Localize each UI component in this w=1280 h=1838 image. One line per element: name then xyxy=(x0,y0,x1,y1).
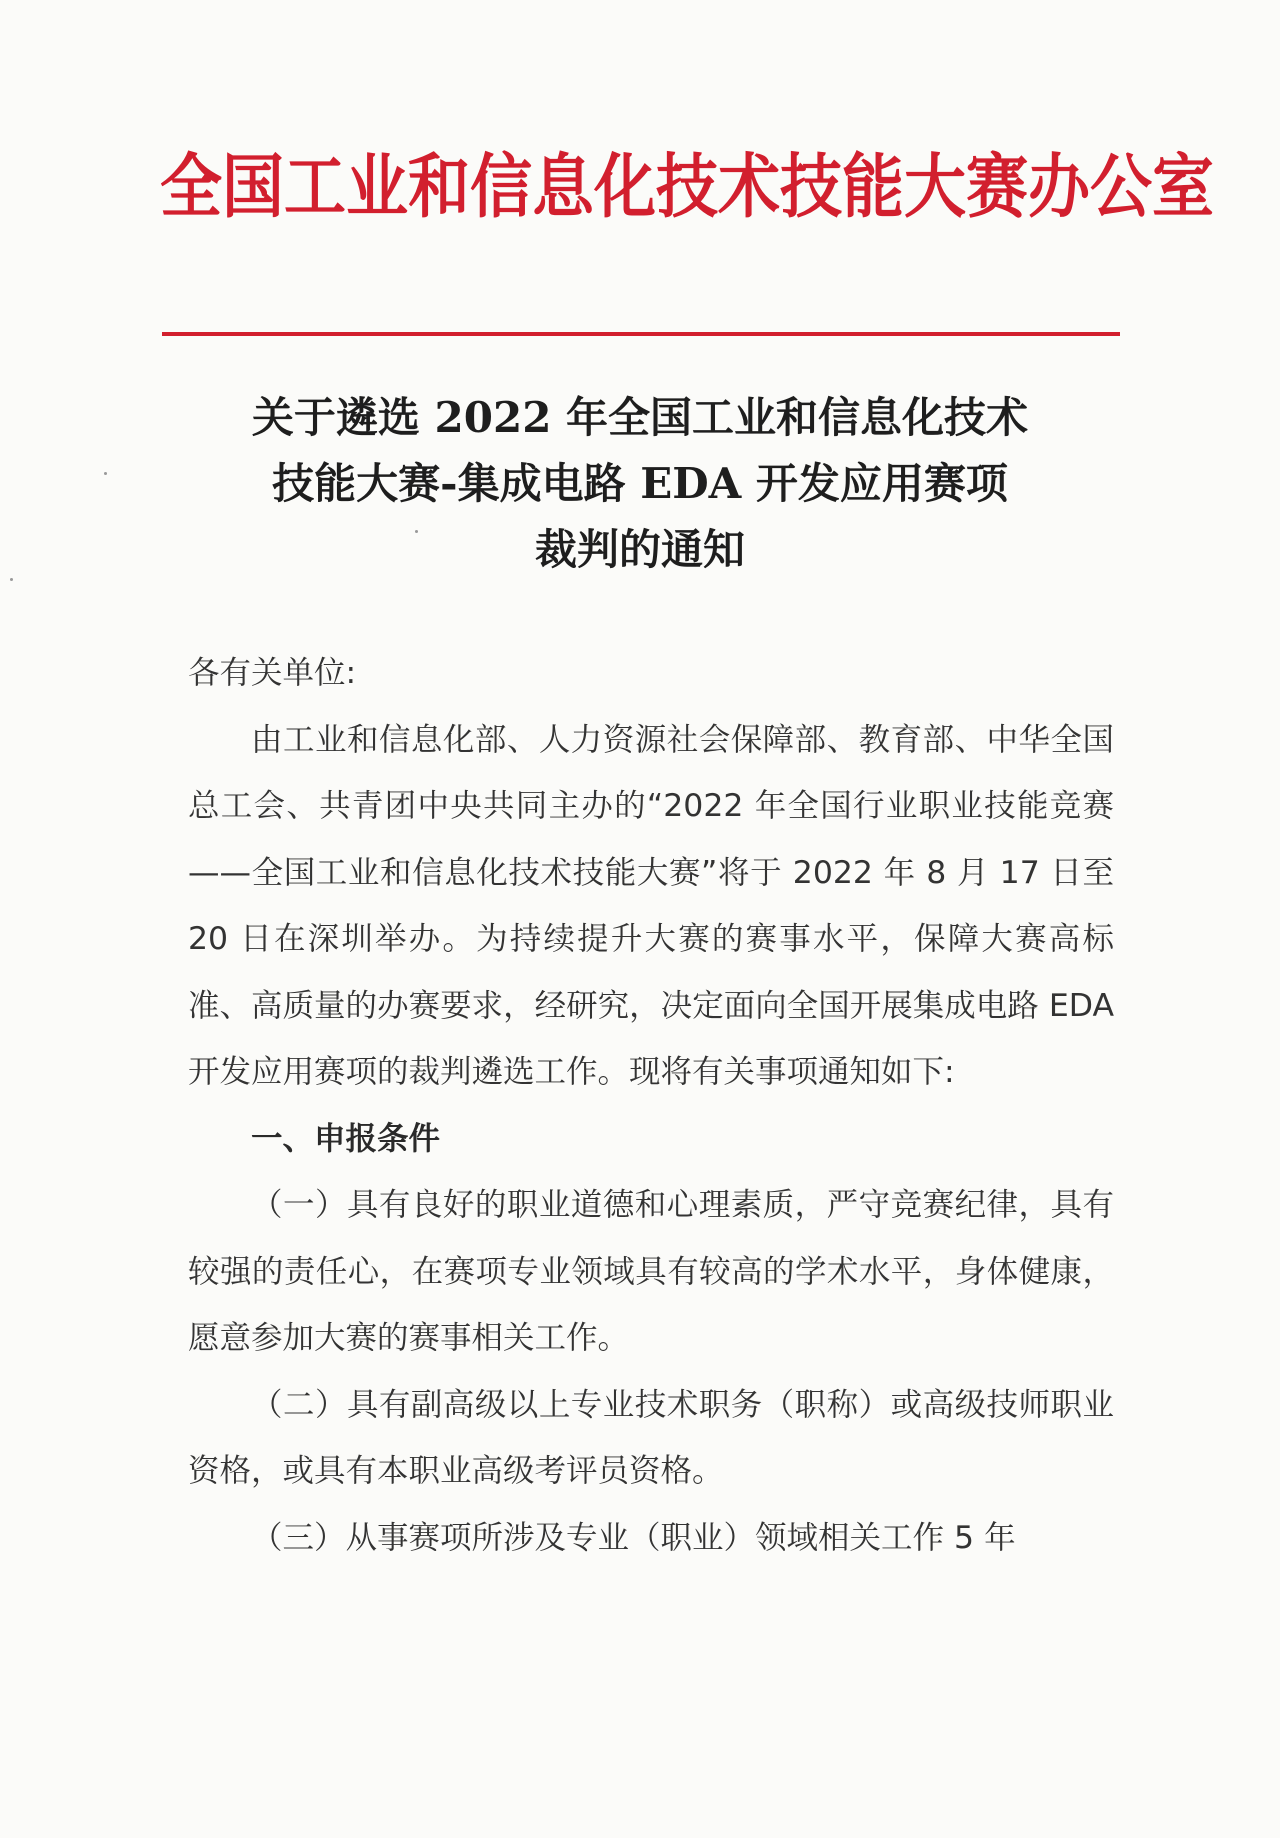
issuing-office-header: 全国工业和信息化技术技能大赛办公室 xyxy=(160,145,1215,228)
document-title xyxy=(180,385,1100,583)
title-line-2: 技能大赛-集成电路 EDA 开发应用赛项 xyxy=(272,459,1008,508)
scan-speck xyxy=(104,472,107,475)
notice-body xyxy=(188,640,1114,1571)
scan-speck xyxy=(10,578,13,581)
title-line-3: 裁判的通知 xyxy=(534,525,745,574)
red-separator-line xyxy=(162,332,1120,336)
requirement-item-1: （一）具有良好的职业道德和心理素质，严守竞赛纪律，具有较强的责任心，在赛项专业领域具有较高的学术水平，身体健康，愿意参加大赛的赛事相关工作。 xyxy=(188,1187,1114,1356)
scan-speck xyxy=(415,530,418,533)
intro-paragraph: 由工业和信息化部、人力资源社会保障部、教育部、中华全国总工会、共青团中央共同主办的“2022 年全国行业职业技能竞赛——全国工业和信息化技术技能大赛”将于 2022 年 8 月 17 日至 20 日在深圳举办。为持续提升大赛的赛事水平，保障大赛高标准、高质量的办赛要求，经研究，决定面向全国开展集成电路 EDA 开发应用赛项的裁判遴选工作。现将有关事项通知如下: xyxy=(188,721,1114,1090)
requirement-item-2: （二）具有副高级以上专业技术职务（职称）或高级技师职业资格，或具有本职业高级考评员资格。 xyxy=(188,1386,1114,1489)
title-line-1: 关于遴选 2022 年全国工业和信息化技术 xyxy=(251,393,1029,442)
salutation: 各有关单位: xyxy=(188,655,357,691)
section-heading-requirements: 一、申报条件 xyxy=(251,1120,441,1157)
requirement-item-3: （三）从事赛项所涉及专业（职业）领域相关工作 5 年 xyxy=(251,1519,1016,1556)
